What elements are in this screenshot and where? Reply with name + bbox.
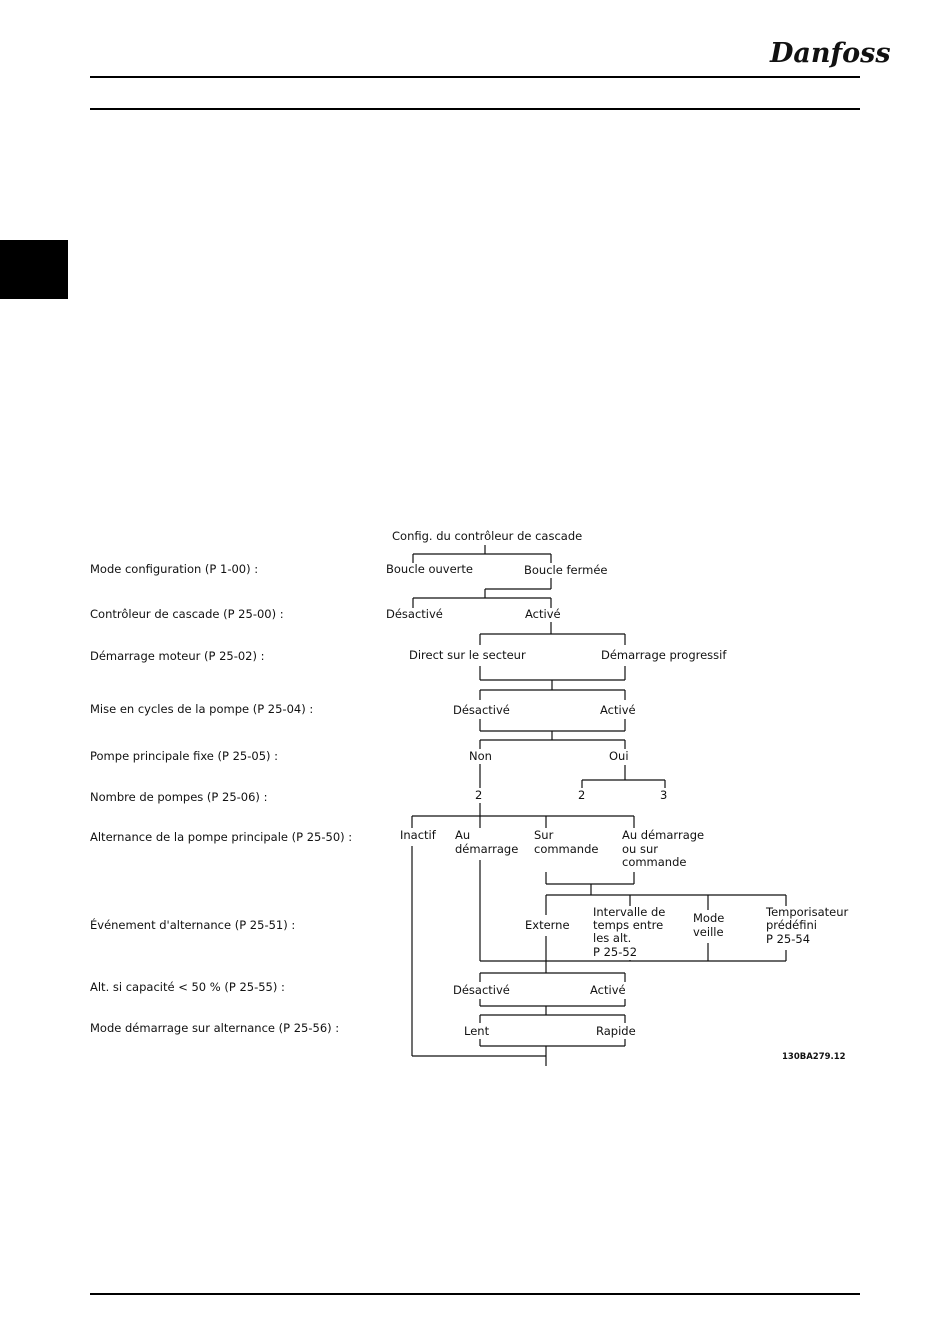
option-capacity-disabled: Désactivé [453,983,510,997]
param-alternation-event: Événement d'alternance (P 25-51) : [90,918,296,932]
param-number-of-pumps: Nombre de pompes (P 25-06) : [90,790,268,804]
option-fixed-yes: Oui [609,749,629,763]
option-event-interval-line1: Intervalle de [593,905,666,919]
param-cascade-controller: Contrôleur de cascade (P 25-00) : [90,607,284,621]
option-capacity-enabled: Activé [590,983,626,997]
param-lead-pump-alternation: Alternance de la pompe principale (P 25-50) : [90,830,353,844]
option-alt-on-command-line2: commande [534,842,599,856]
option-cycling-disabled: Désactivé [453,703,510,717]
param-alt-start-mode: Mode démarrage sur alternance (P 25-56) : [90,1021,340,1035]
option-alt-at-start-line2: démarrage [455,842,519,856]
option-cascade-disabled: Désactivé [386,607,443,621]
option-alt-start-or-command-line1: Au démarrage [622,828,705,842]
option-closed-loop: Boucle fermée [524,563,608,577]
option-event-sleep-line1: Mode [693,911,725,925]
option-fixed-no: Non [469,749,492,763]
option-event-timer-line1: Temporisateur [766,905,849,919]
parameter-labels [90,562,352,1035]
param-alt-capacity: Alt. si capacité < 50 % (P 25-55) : [90,980,285,994]
option-alt-inactive: Inactif [400,828,436,842]
option-direct-online: Direct sur le secteur [409,648,526,662]
option-pumps-2-non-fixed: 2 [475,788,483,802]
param-pump-cycling: Mise en cycles de la pompe (P 25-04) : [90,702,314,716]
logo-text: Danfoss [770,38,891,69]
option-alt-on-command-line1: Sur [534,828,554,842]
option-labels [386,529,849,1062]
option-start-slow: Lent [464,1024,490,1038]
option-alt-at-start-line1: Au [455,828,471,842]
option-event-timer-line3: P 25-54 [766,932,811,946]
option-event-sleep-line2: veille [693,925,724,939]
option-alt-start-or-command-line2: ou sur [622,842,658,856]
option-pumps-2-fixed: 2 [578,788,586,802]
param-mode-config: Mode configuration (P 1-00) : [90,562,259,576]
option-cascade-enabled: Activé [525,607,561,621]
param-motor-start: Démarrage moteur (P 25-02) : [90,649,265,663]
option-event-interval-line2: temps entre [593,918,664,932]
option-event-timer-line2: prédéfini [766,918,817,932]
param-fixed-lead-pump: Pompe principale fixe (P 25-05) : [90,749,279,763]
option-event-interval-line4: P 25-52 [593,945,638,959]
option-soft-start: Démarrage progressif [601,648,727,662]
option-start-fast: Rapide [596,1024,636,1038]
option-event-external: Externe [525,918,570,932]
root-label: Config. du contrôleur de cascade [392,529,583,543]
option-event-interval-line3: les alt. [593,931,632,945]
option-alt-start-or-command-line3: commande [622,855,687,869]
figure-code: 130BA279.12 [782,1052,846,1062]
option-cycling-enabled: Activé [600,703,636,717]
option-open-loop: Boucle ouverte [386,562,473,576]
option-pumps-3: 3 [660,788,668,802]
